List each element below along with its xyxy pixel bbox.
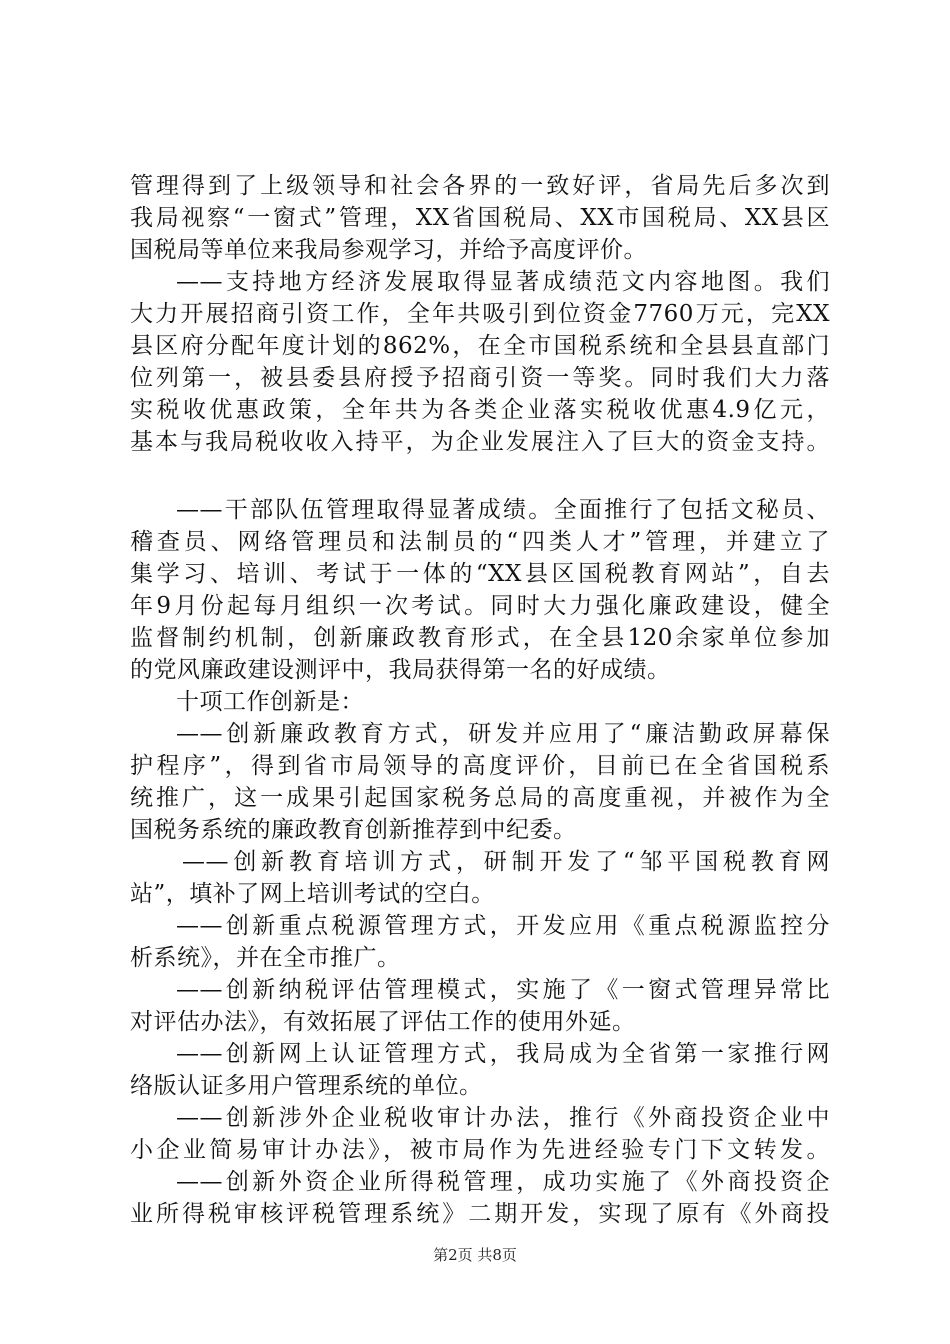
text-line: 国税务系统的廉政教育创新推荐到中纪委。 <box>130 817 577 843</box>
text-line: ——创新涉外企业税收审计办法，推行《外商投资企业中 <box>176 1105 830 1131</box>
text-line: 对评估办法》，有效拓展了评估工作的使用外延。 <box>130 1009 636 1035</box>
text-line: 稽查员、网络管理员和法制员的“四类人才”管理，并建立了 <box>130 529 830 555</box>
text-line: 县区府分配年度计划的862%，在全市国税系统和全县县直部门 <box>130 333 830 359</box>
text-line: 业所得税审核评税管理系统》二期开发，实现了原有《外商投 <box>130 1201 830 1227</box>
text-line: 站”，填补了网上培训考试的空白。 <box>130 881 495 907</box>
text-line: ——支持地方经济发展取得显著成绩范文内容地图。我们 <box>176 269 830 295</box>
text-line: ——创新外资企业所得税管理，成功实施了《外商投资企 <box>176 1169 830 1195</box>
text-line: 络版认证多用户管理系统的单位。 <box>130 1073 483 1099</box>
section-heading: 十项工作创新是： <box>176 689 364 715</box>
text-line: 基本与我局税收收入持平，为企业发展注入了巨大的资金支持。 <box>130 429 830 455</box>
text-line: 小企业简易审计办法》，被市局作为先进经验专门下文转发。 <box>130 1137 830 1163</box>
text-line: ——创新教育培训方式，研制开发了“邹平国税教育网 <box>182 849 830 875</box>
text-line: 管理得到了上级领导和社会各界的一致好评，省局先后多次到 <box>130 173 830 199</box>
paragraph-gap <box>130 458 830 494</box>
text-line: ——创新网上认证管理方式，我局成为全省第一家推行网 <box>176 1041 830 1067</box>
text-line: 析系统》，并在全市推广。 <box>130 945 401 971</box>
text-line: 年9月份起每月组织一次考试。同时大力强化廉政建设，健全 <box>130 593 830 619</box>
text-line: 的党风廉政建设测评中，我局获得第一名的好成绩。 <box>130 657 671 683</box>
text-line: ——创新廉政教育方式，研发并应用了“廉洁勤政屏幕保 <box>176 721 830 747</box>
document-body <box>130 170 830 1230</box>
text-line: 监督制约机制，创新廉政教育形式，在全县120余家单位参加 <box>130 625 830 651</box>
text-line: 国税局等单位来我局参观学习，并给予高度评价。 <box>130 237 647 263</box>
text-line: 集学习、培训、考试于一体的“XX县区国税教育网站”，自去 <box>130 561 830 587</box>
text-line: 大力开展招商引资工作，全年共吸引到位资金7760万元，完XX <box>130 301 830 327</box>
text-line: ——干部队伍管理取得显著成绩。全面推行了包括文秘员、 <box>176 497 830 523</box>
text-line: 实税收优惠政策，全年共为各类企业落实税收优惠4.9亿元， <box>130 397 830 423</box>
text-line: ——创新重点税源管理方式，开发应用《重点税源监控分 <box>176 913 830 939</box>
text-line: 护程序”，得到省市局领导的高度评价，目前已在全省国税系 <box>130 753 830 779</box>
text-line: 我局视察“一窗式”管理，XX省国税局、XX市国税局、XX县区 <box>130 205 830 231</box>
text-line: ——创新纳税评估管理模式，实施了《一窗式管理异常比 <box>176 977 830 1003</box>
text-line: 位列第一，被县委县府授予招商引资一等奖。同时我们大力落 <box>130 365 830 391</box>
text-line: 统推广，这一成果引起国家税务总局的高度重视，并被作为全 <box>130 785 830 811</box>
page-number-footer: 第2页 共8页 <box>433 1246 517 1264</box>
